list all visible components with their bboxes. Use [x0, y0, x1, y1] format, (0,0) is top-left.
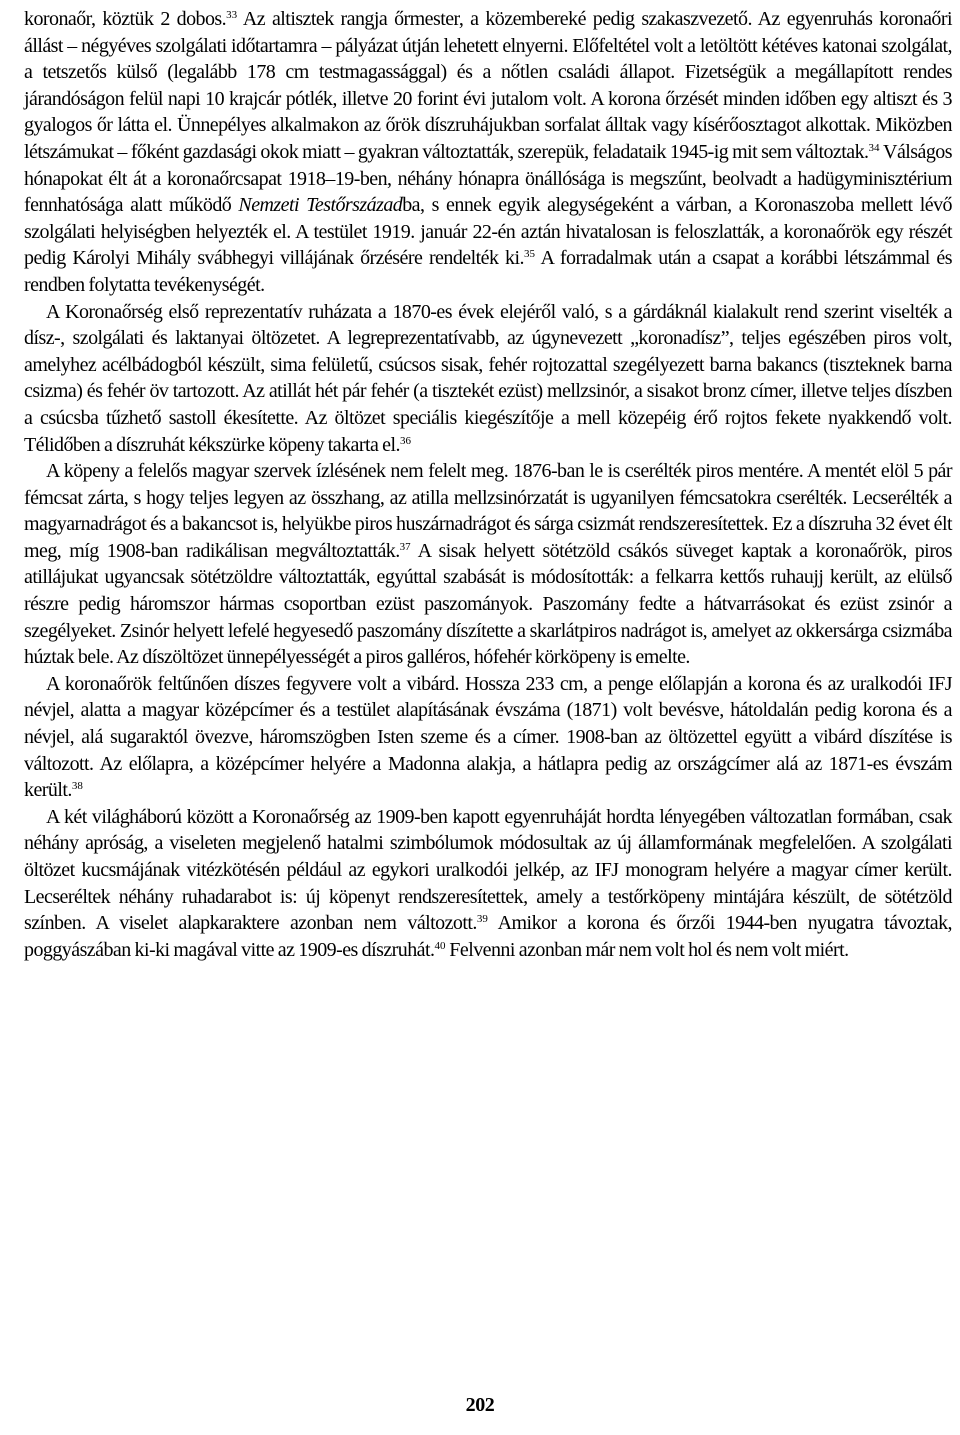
text-run: A Koronaőrség első reprezentatív ruházata a 1870-es évek elejéről való, s a gárdáknál kialakult rend szerint viselték a dísz-, szolgálati és laktanyai öltözetet. A legreprezentatívabb, az úgynevezett „koronadísz”, teljes egészében piros volt, amelyhez acélbádogból készült, sima felületű, csúcsos sisak, fehér rojtozattal szegélyezett barna bakancs (tiszteknek barna csizma) és fehér öv tartozott. Az atillát hét pár fehér (a tisztekét ezüst) mellzsinór, a sisakot bronz címer, illetve teljes díszben a csúcsba tűzhető sastoll ékesítette. Az öltözet speciális kiegészítője a mell közepéig érő rojtos fekete nyakkendő volt. Télidőben a díszruhát kékszürke köpeny takarta el.	[24, 300, 952, 456]
footnote-ref-38[interactable]: 38	[71, 780, 83, 793]
body-text	[24, 6, 952, 963]
footnote-ref-34[interactable]: 34	[868, 141, 880, 154]
text-run: A koronaőrök feltűnően díszes fegyvere volt a vibárd. Hossza 233 cm, a penge előlapján a korona és az uralkodói IFJ névjel, alatta a magyar középcímer és a testület alapításának évszáma (1871) volt bevésve, hátoldalán pedig korona és a névjel, alá sugaraktól övezve, háromszögben Isten szeme és a címer. 1908-ban az öltözettel együtt a vibárd díszítése is változott. Az előlapra, a középcímer helyére a Madonna alakja, a hátlapra pedig az országcímer alá az 1871-es évszám került.	[24, 672, 952, 802]
text-run: A két világháború között a Koronaőrség az 1909-ben kapott egyenruháját hordta lényegében változatlan formában, csak néhány apróság, a viseleten megjelenő hatalmi szimbólumok módosultak az új államformának megfelelően. A szolgálati öltözet kucsmájának vitézkötésén például az egykori uralkodói jelkép, az IFJ monogram helyére a magyar címer került. Lecseréltek néhány ruhadarabot is: új köpenyt rendszeresítettek, amely a testőrköpeny mintájára készült, de sötétzöld színben. A viselet alapkaraktere azonban nem változott.	[24, 805, 952, 935]
text-run: A forradalmak után a csapat a korábbi létszámmal és rendben folytatta tevékenységét.	[24, 247, 952, 296]
footnote-ref-35[interactable]: 35	[523, 248, 535, 261]
text-run: ba, s ennek egyik alegységeként a várban, a Koronaszoba mellett lévő szolgálati helyiségben helyezték el. A testület 1919. január 22-én aztán hivatalosan is feloszlatták, a koronaőrök egy részét pedig Károlyi Mihály svábhegyi villájának őrzésére rendelték ki.	[24, 194, 952, 270]
text-run: Amikor a korona és őrzői 1944-ben nyugatra távoztak, poggyászában ki-ki magával vitte az 1909-es díszruhát.	[24, 912, 952, 961]
text-run: A köpeny a felelős magyar szervek ízlésének nem felelt meg. 1876-ban le is cserélték piros mentére. A mentét elöl 5 pár fémcsat zárta, s hogy teljes legyen az összhang, az atilla mellzsinórzatát is ugyanilyen fémcsatokra cserélték. Lecserélték a magyarnadrágot és a bakancsot is, helyükbe piros huszárnadrágot és sárga csizmát rendszeresítettek. Ez a díszruha 32 évet élt meg, míg 1908-ban radikálisan megváltoztatták.	[24, 460, 952, 562]
page-number: 202	[465, 1394, 495, 1416]
text-run: Az altisztek rangja őrmester, a közembereké pedig szakaszvezető. Az egyenruhás koronaőri állást – négyéves szolgálati időtartamra – pályázat útján lehetett elnyerni. Előfeltétel volt a letöltött kétéves katonai szolgálat, a tetszetős külső (legalább 178 cm testmagassággal) és a nőtlen családi állapot. Fizetségük a megállapított rendes járandóságon felül napi 10 krajcár pótlék, illetve 20 forint évi jutalom volt. A korona őrzését minden időben egy altiszt és 3 gyalogos őr látta el. Ünnepélyes alkalmakon az őrök díszruhájukban sorfalat álltak vagy kísérőosztagot alkottak. Miközben létszámukat – főként gazdasági okok miatt – gyakran változtatták, szerepük, feladataik 1945-ig mit sem változtak.	[24, 8, 952, 163]
footnote-ref-40[interactable]: 40	[434, 939, 446, 952]
footnote-ref-33[interactable]: 33	[226, 9, 238, 21]
text-run: A sisak helyett sötétzöld csákós süveget kaptak a koronaőrök, piros atillájukat ugyancsak sötétzöldre változtatták, egyúttal szabását is módosították: a felkarra kettős ruhaujj került, az elülső részre pedig háromszor hármas csoportban ezüst paszományok. Paszomány fedte a hátvarrásokat és ezüst zsinór a szegélyeket. Zsinór helyett lefelé hegyesedő paszomány díszítette a skarlátpiros nadrágot is, amelyet az okkersárga csizmába húztak bele. Az díszöltözet ünnepélyességét a piros galléros, hófehér körköpeny is emelte.	[24, 539, 952, 669]
italic-unit-name: Nemzeti Testőrszázad	[238, 194, 403, 217]
paragraph-vibard	[24, 671, 952, 804]
footnote-ref-36[interactable]: 36	[399, 434, 411, 447]
paragraph-ket-vilaghaboru-kozott	[24, 804, 952, 964]
paragraph-koronaorseg-szervezete	[24, 6, 952, 299]
text-run: koronaőr, köztük 2 dobos.	[24, 8, 227, 30]
footnote-ref-37[interactable]: 37	[399, 540, 411, 553]
paragraph-kopeny-mente	[24, 458, 952, 671]
paragraph-elso-ruhazat	[24, 299, 952, 459]
footnote-ref-39[interactable]: 39	[476, 913, 488, 926]
text-run: Felvenni azonban már nem volt hol és nem volt miért.	[445, 938, 849, 961]
text-run: Válságos hónapokat élt át a koronaőrcsapat 1918–19-ben, néhány hónapra önállósága is megszűnt, beolvadt a hadügyminisztérium fennhatósága alatt működő	[24, 140, 952, 217]
